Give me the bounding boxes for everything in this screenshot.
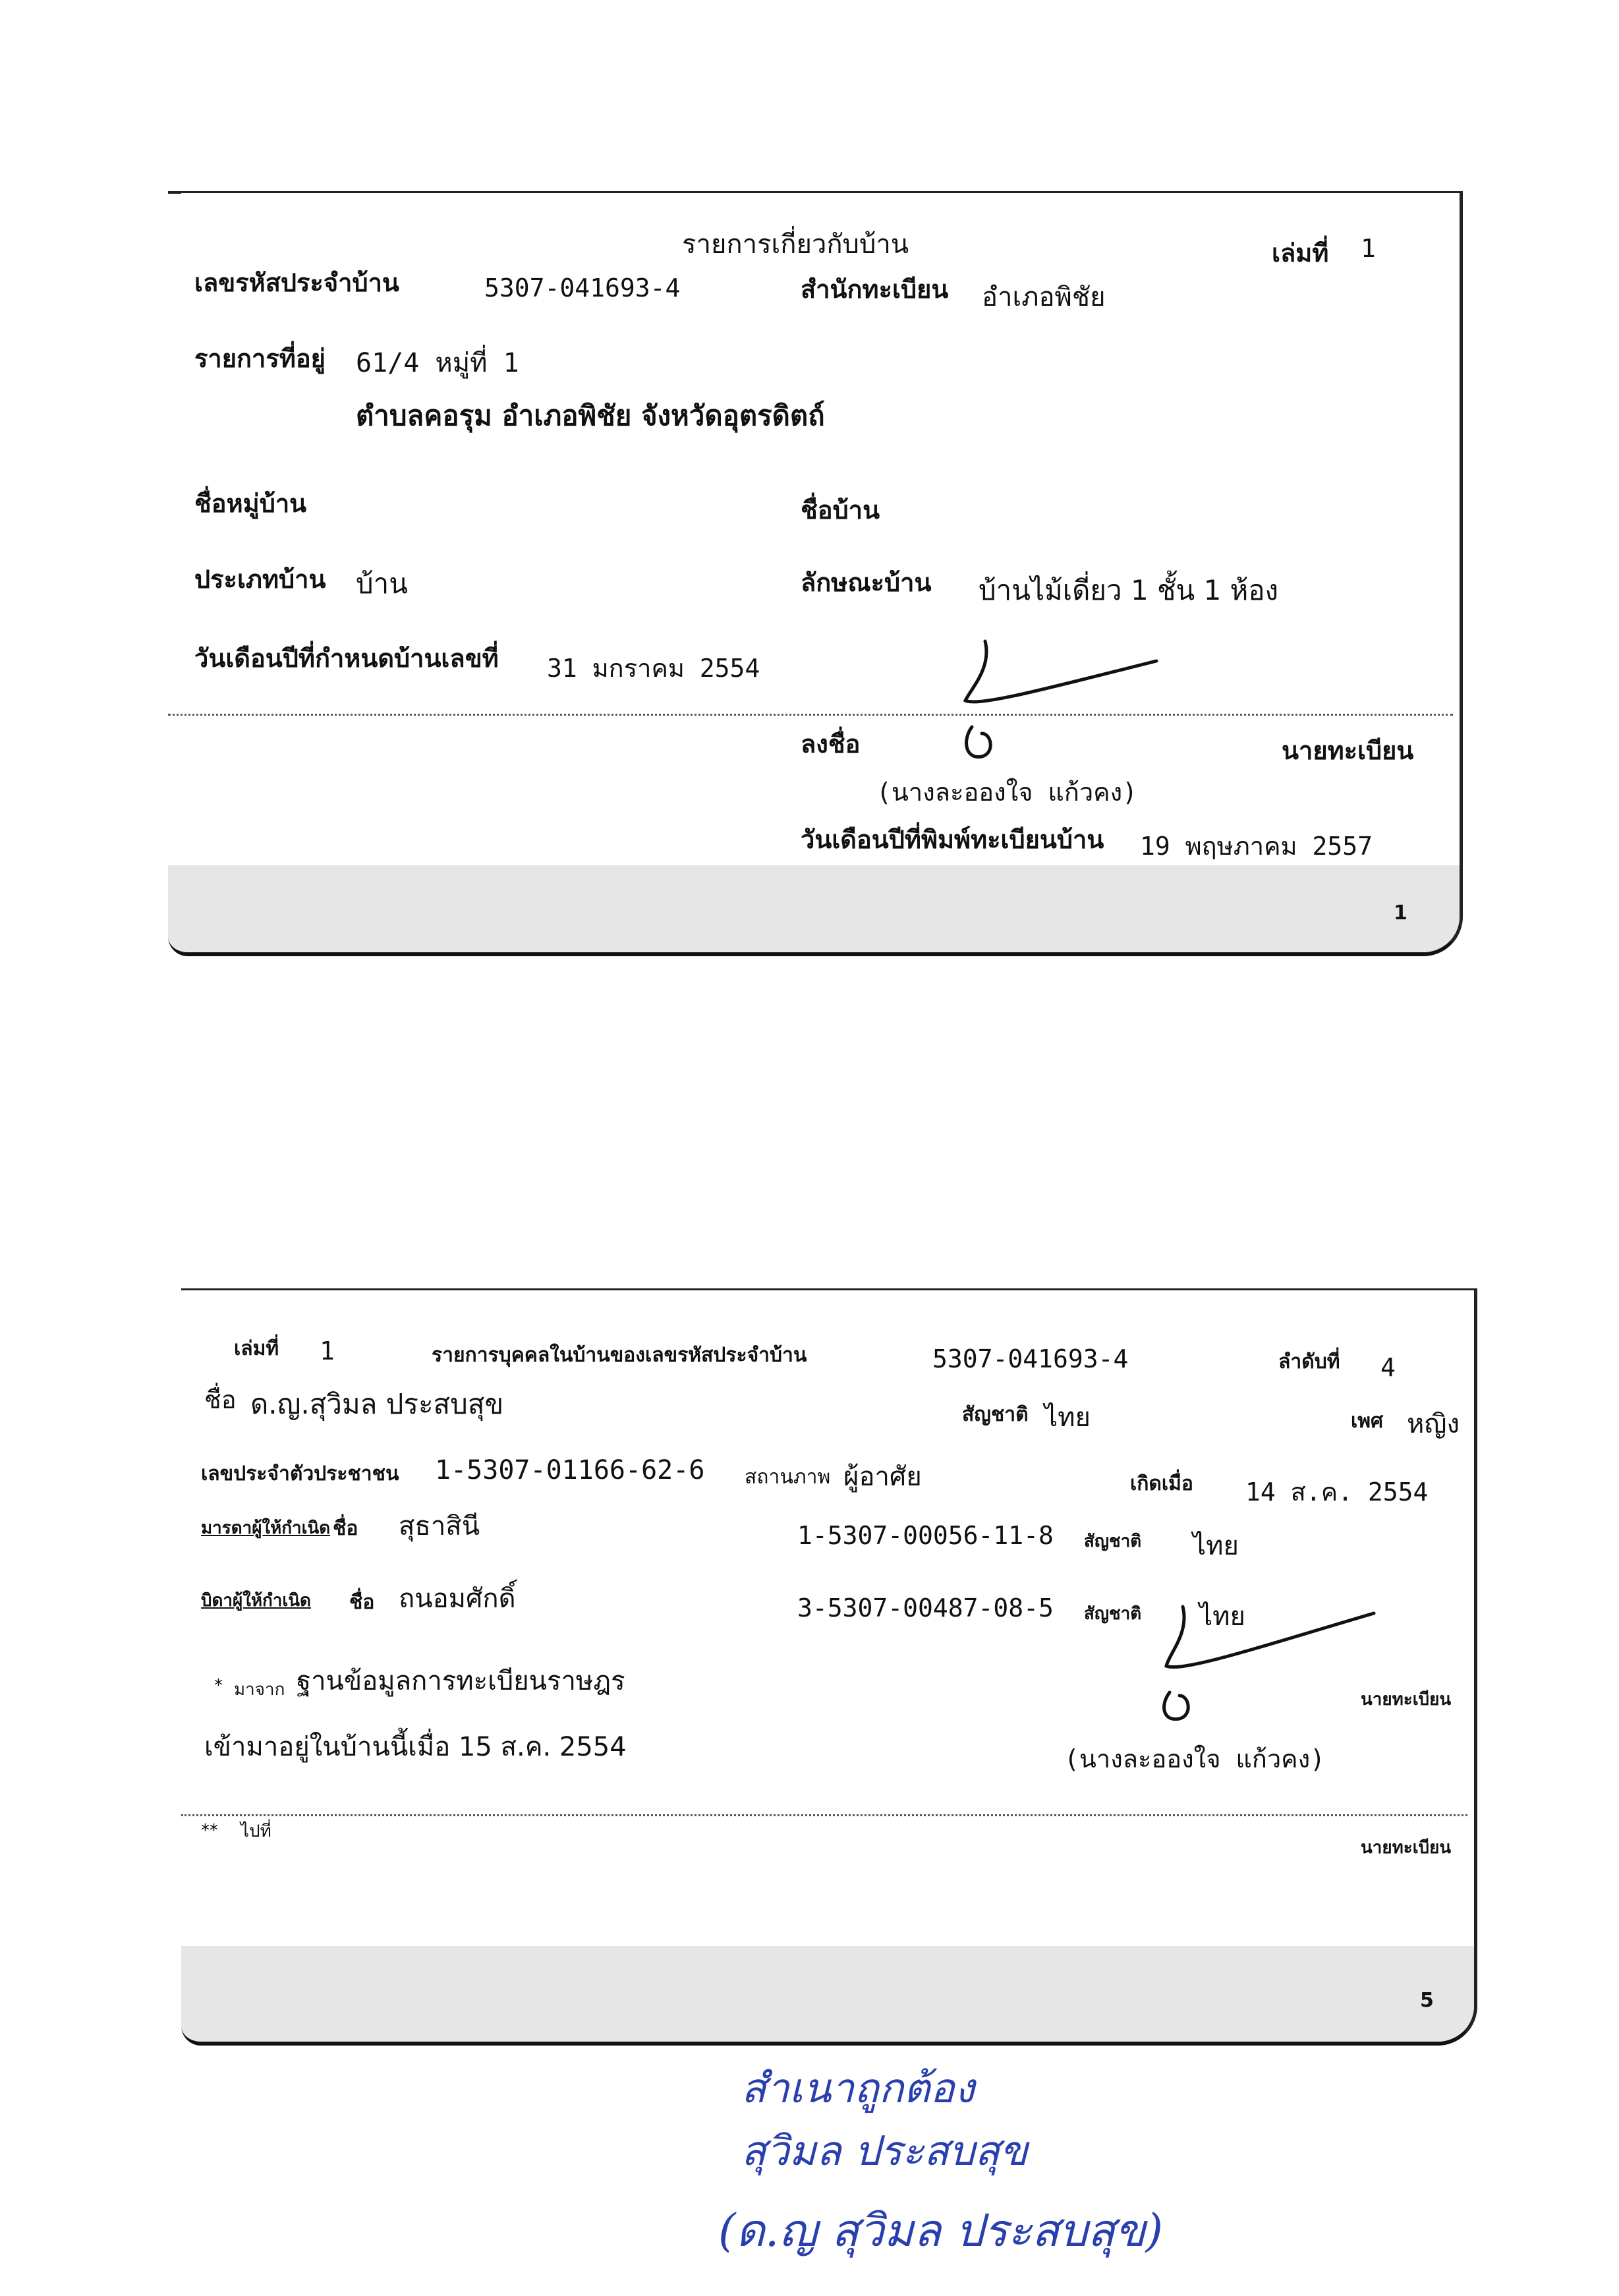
father-nationality: ไทย bbox=[1199, 1601, 1245, 1632]
page-number: 5 bbox=[1420, 1989, 1434, 2012]
print-date-label: วันเดือนปีที่พิมพ์ทะเบียนบ้าน bbox=[801, 825, 1104, 854]
sequence-label: ลำดับที่ bbox=[1278, 1350, 1340, 1373]
mother-id: 1-5307-00056-11-8 bbox=[797, 1521, 1054, 1550]
village-name-label: ชื่อหมู่บ้าน bbox=[194, 489, 307, 518]
registrar-signature-1 bbox=[946, 628, 1170, 760]
registrar-label: นายทะเบียน bbox=[1361, 1690, 1452, 1709]
from-value: ฐานข้อมูลการทะเบียนราษฎร bbox=[297, 1666, 625, 1696]
citizen-id-value: 1-5307-01166-62-6 bbox=[435, 1455, 705, 1485]
house-type-value: บ้าน bbox=[356, 567, 408, 600]
citizen-id-label: เลขประจำตัวประชาชน bbox=[201, 1462, 399, 1485]
registrar-name: (นางละอองใจ แก้วคง) bbox=[1064, 1744, 1326, 1773]
registry-office-label: สำนักทะเบียน bbox=[801, 275, 949, 304]
father-id: 3-5307-00487-08-5 bbox=[797, 1593, 1054, 1622]
status-value: ผู้อาศัย bbox=[843, 1462, 922, 1492]
sequence-value: 4 bbox=[1380, 1353, 1396, 1382]
mother-name: สุธาสินี bbox=[399, 1511, 480, 1541]
sex-value: หญิง bbox=[1407, 1409, 1460, 1439]
from-marker: * bbox=[214, 1676, 223, 1696]
nationality-label: สัญชาติ bbox=[962, 1403, 1029, 1426]
corner-tick bbox=[168, 192, 181, 194]
volume-value: 1 bbox=[1361, 234, 1376, 263]
mother-nationality-label: สัญชาติ bbox=[1084, 1532, 1142, 1551]
father-name: ถนอมศักดิ์ bbox=[399, 1584, 516, 1614]
house-character-label: ลักษณะบ้าน bbox=[801, 568, 932, 597]
bottom-band bbox=[181, 1946, 1474, 2042]
person-list-title: รายการบุคคลในบ้านของเลขรหัสประจำบ้าน bbox=[432, 1344, 807, 1367]
volume-label: เล่มที่ bbox=[1272, 239, 1329, 268]
from-label: มาจาก bbox=[234, 1680, 285, 1700]
house-type-label: ประเภทบ้าน bbox=[194, 565, 326, 594]
born-label: เกิดเมื่อ bbox=[1130, 1472, 1193, 1495]
name-value: ด.ญ.สุวิมล ประสบสุข bbox=[250, 1388, 504, 1420]
house-code-value: 5307-041693-4 bbox=[932, 1344, 1129, 1373]
registrar-label: นายทะเบียน bbox=[1282, 736, 1414, 765]
mother-name-label: ชื่อ bbox=[333, 1517, 358, 1540]
address-line1: 61/4 หมู่ที่ 1 bbox=[356, 348, 519, 378]
assigned-date-label: วันเดือนปีที่กำหนดบ้านเลขที่ bbox=[194, 644, 499, 673]
page-number: 1 bbox=[1394, 902, 1407, 925]
mother-label: มารดาผู้ให้กำเนิด bbox=[201, 1518, 331, 1538]
to-label: ไปที่ bbox=[241, 1822, 271, 1841]
address-line2: ตำบลคอรุม อำเภอพิชัย จังหวัดอุตรดิตถ์ bbox=[356, 399, 825, 432]
certification-signature: สุวิมล ประสบสุข bbox=[741, 2127, 1028, 2175]
address-label: รายการที่อยู่ bbox=[194, 344, 326, 373]
father-nationality-label: สัญชาติ bbox=[1084, 1604, 1142, 1624]
dotted-divider bbox=[181, 1814, 1467, 1816]
signed-label: ลงชื่อ bbox=[801, 730, 861, 759]
moved-in-text: เข้ามาอยู่ในบ้านนี้เมื่อ 15 ส.ค. 2554 bbox=[204, 1732, 627, 1762]
status-label: สถานภาพ bbox=[745, 1466, 831, 1489]
to-marker: ** bbox=[201, 1821, 218, 1841]
registry-office-value: อำเภอพิชัย bbox=[982, 282, 1106, 312]
dotted-divider bbox=[168, 714, 1453, 716]
house-info-title: รายการเกี่ยวกับบ้าน bbox=[682, 229, 909, 260]
print-date-value: 19 พฤษภาคม 2557 bbox=[1140, 832, 1373, 861]
house-code-label: เลขรหัสประจำบ้าน bbox=[194, 268, 399, 297]
volume-label: เล่มที่ bbox=[234, 1337, 279, 1360]
mother-nationality: ไทย bbox=[1193, 1531, 1239, 1561]
registrar-label-2: นายทะเบียน bbox=[1361, 1838, 1452, 1858]
name-label: ชื่อ bbox=[204, 1385, 237, 1414]
house-info-card bbox=[168, 191, 1463, 956]
house-name-label: ชื่อบ้าน bbox=[801, 496, 880, 525]
sex-label: เพศ bbox=[1351, 1410, 1384, 1433]
born-value: 14 ส.ค. 2554 bbox=[1245, 1478, 1429, 1507]
assigned-date-value: 31 มกราคม 2554 bbox=[547, 654, 760, 683]
certification-line: สำเนาถูกต้อง bbox=[741, 2064, 975, 2112]
nationality-value: ไทย bbox=[1044, 1402, 1091, 1433]
bottom-band bbox=[168, 865, 1460, 952]
house-character-value: บ้านไม้เดี่ยว 1 ชั้น 1 ห้อง bbox=[979, 574, 1279, 606]
volume-value: 1 bbox=[320, 1336, 335, 1365]
registrar-signature-2 bbox=[1130, 1580, 1380, 1725]
house-code-value: 5307-041693-4 bbox=[484, 273, 681, 302]
father-name-label: ชื่อ bbox=[349, 1591, 375, 1614]
father-label: บิดาผู้ให้กำเนิด bbox=[201, 1591, 311, 1611]
person-info-card bbox=[181, 1288, 1477, 2046]
registrar-name: (นางละอองใจ แก้วคง) bbox=[876, 778, 1138, 807]
certification-name: (ด.ญ สุวิมล ประสบสุข) bbox=[718, 2205, 1164, 2257]
